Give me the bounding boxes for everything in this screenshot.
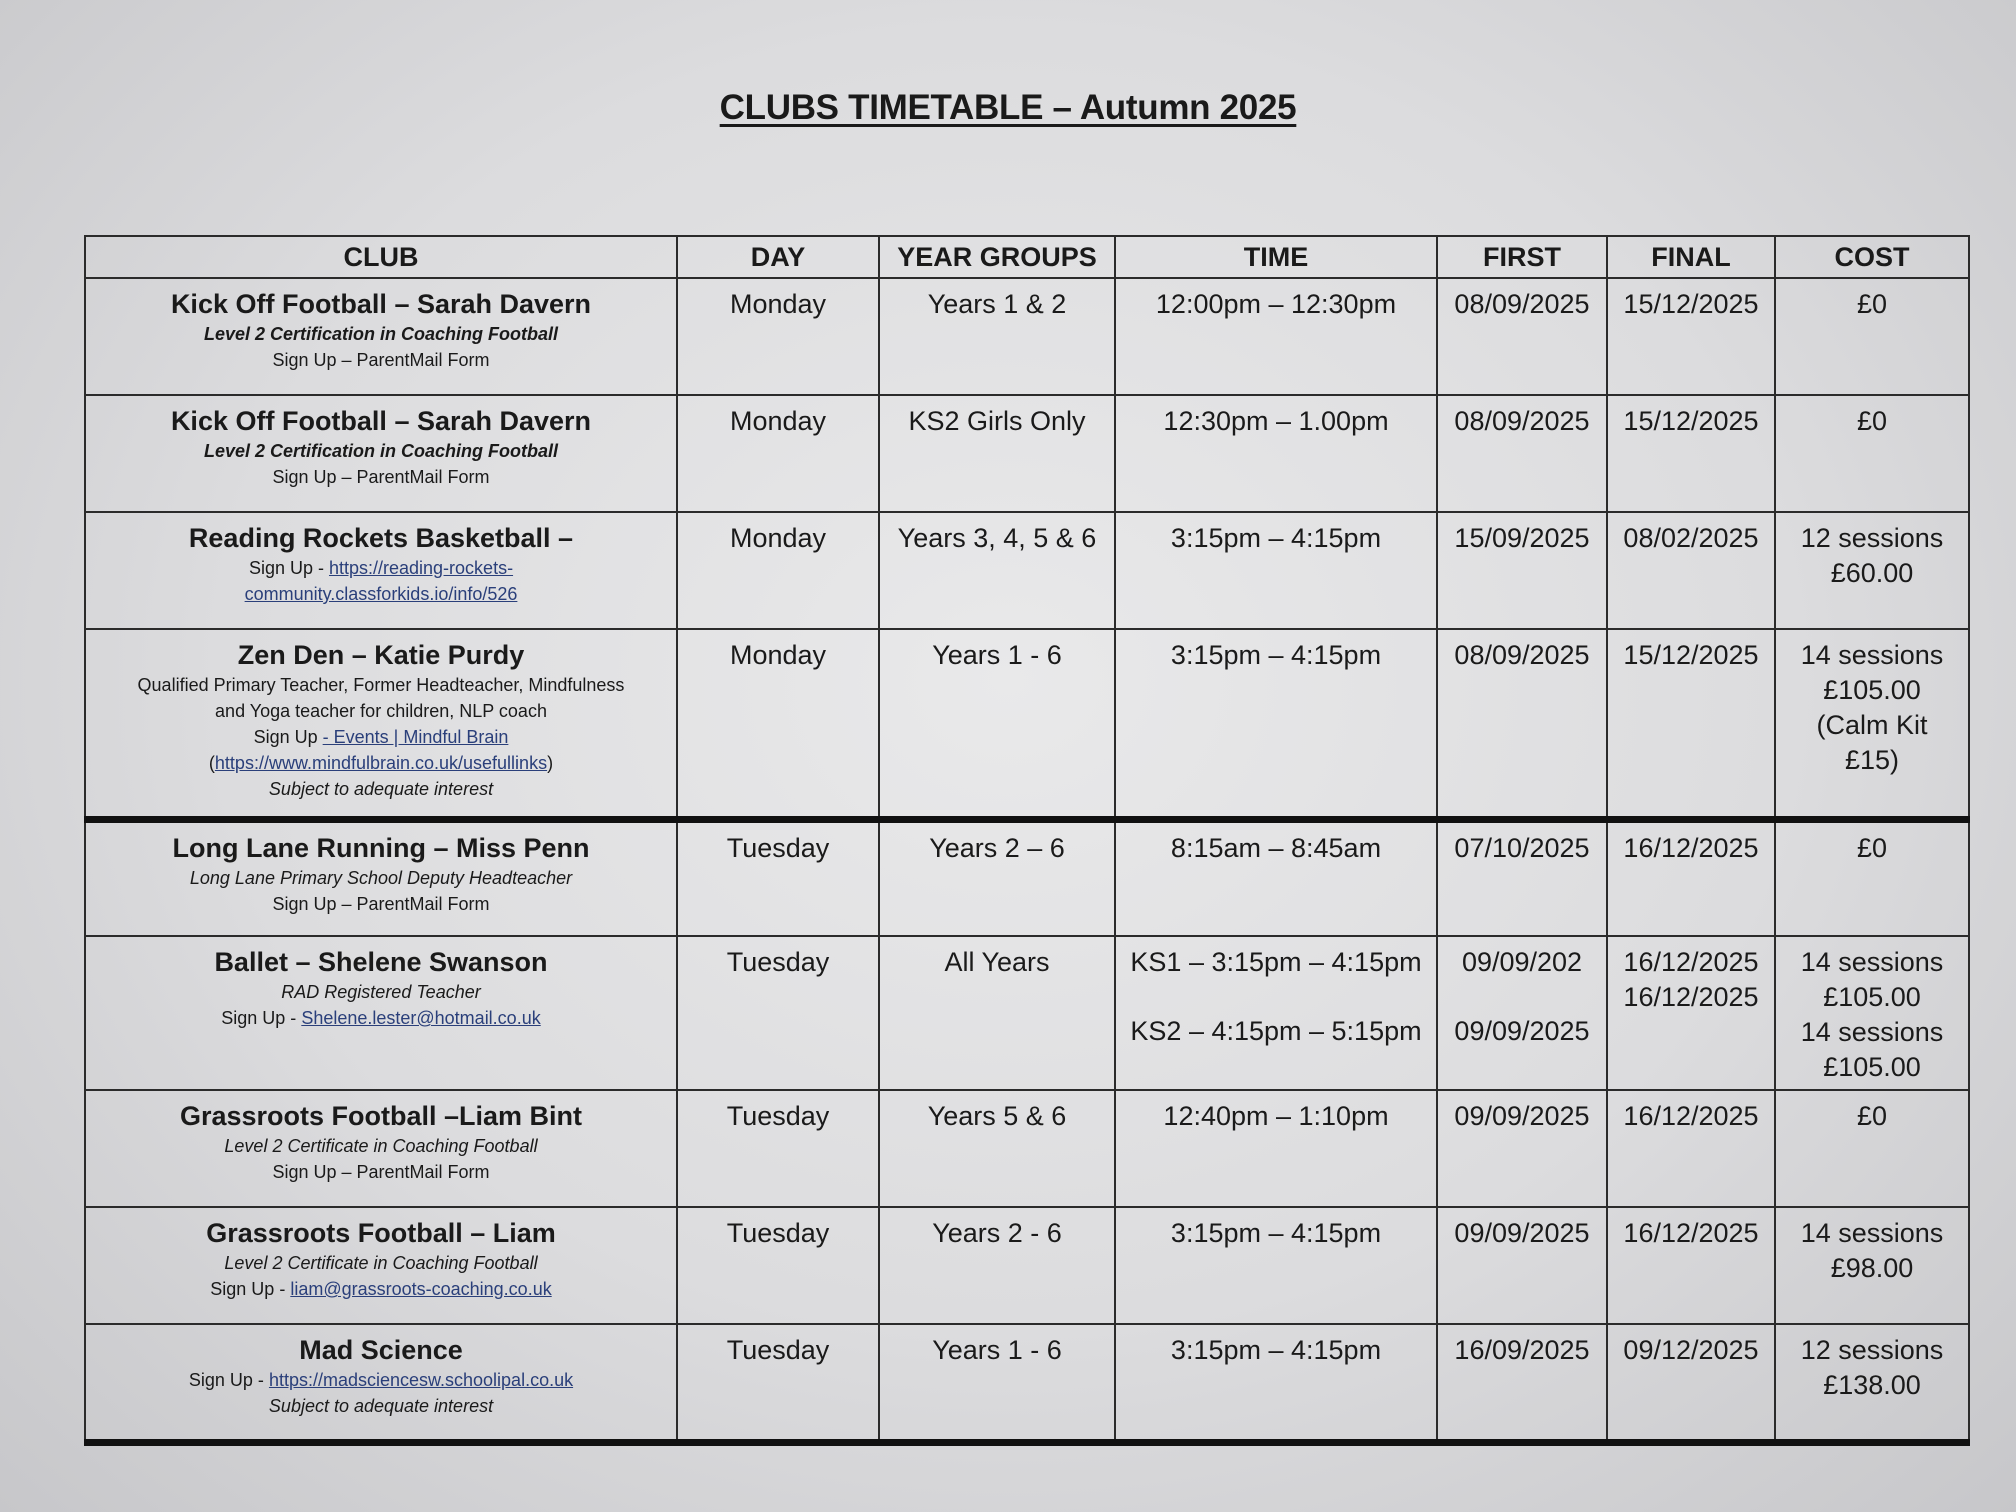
club-cell bbox=[85, 629, 677, 819]
years-cell: All Years bbox=[879, 936, 1115, 1090]
club-qualification: RAD Registered Teacher bbox=[281, 982, 481, 1002]
paren-close: ) bbox=[547, 753, 554, 773]
first-cell: 08/09/2025 bbox=[1437, 395, 1607, 512]
final-cell bbox=[1607, 936, 1775, 1090]
years-cell: Years 1 - 6 bbox=[879, 629, 1115, 819]
club-signup bbox=[94, 724, 668, 750]
day-cell: Tuesday bbox=[677, 936, 879, 1090]
club-note: Subject to adequate interest bbox=[268, 1396, 494, 1416]
table-row bbox=[85, 819, 1969, 936]
table-row bbox=[85, 1090, 1969, 1207]
time-cell: 12:40pm – 1:10pm bbox=[1115, 1090, 1437, 1207]
time-cell: 3:15pm – 4:15pm bbox=[1115, 1207, 1437, 1324]
header-year-groups: YEAR GROUPS bbox=[879, 236, 1115, 278]
time-cell: 12:30pm – 1.00pm bbox=[1115, 395, 1437, 512]
club-signup: Sign Up – ParentMail Form bbox=[272, 350, 490, 370]
table-row bbox=[85, 629, 1969, 819]
club-name: Mad Science bbox=[299, 1335, 463, 1365]
signup-link[interactable]: https://madsciencesw.schoolipal.co.uk bbox=[268, 1370, 574, 1390]
club-name: Grassroots Football – Liam bbox=[206, 1218, 556, 1248]
years-cell: Years 1 - 6 bbox=[879, 1324, 1115, 1442]
first-cell: 09/09/2025 bbox=[1437, 1090, 1607, 1207]
cost-cell bbox=[1775, 629, 1969, 819]
first-ks2: 09/09/2025 bbox=[1454, 1016, 1590, 1046]
club-cell bbox=[85, 936, 677, 1090]
first-ks1: 09/09/202 bbox=[1461, 947, 1583, 977]
cost-sessions: 14 sessions bbox=[1800, 1218, 1944, 1248]
club-signup bbox=[94, 1367, 668, 1393]
cost-amount: £60.00 bbox=[1830, 558, 1914, 588]
final-cell: 15/12/2025 bbox=[1607, 395, 1775, 512]
club-signup bbox=[94, 1005, 668, 1031]
years-cell: KS2 Girls Only bbox=[879, 395, 1115, 512]
years-cell: Years 5 & 6 bbox=[879, 1090, 1115, 1207]
club-qualification: Level 2 Certification in Coaching Football bbox=[203, 324, 559, 344]
club-note: Subject to adequate interest bbox=[268, 779, 494, 799]
day-cell: Monday bbox=[677, 395, 879, 512]
final-cell: 15/12/2025 bbox=[1607, 278, 1775, 395]
club-qualification: Long Lane Primary School Deputy Headteacher bbox=[189, 867, 573, 888]
header-first: FIRST bbox=[1437, 236, 1607, 278]
first-cell: 16/09/2025 bbox=[1437, 1324, 1607, 1442]
time-cell: 8:15am – 8:45am bbox=[1115, 819, 1437, 936]
header-club: CLUB bbox=[85, 236, 677, 278]
years-cell: Years 1 & 2 bbox=[879, 278, 1115, 395]
cost-amount: £105.00 bbox=[1823, 982, 1921, 1012]
time-cell: 3:15pm – 4:15pm bbox=[1115, 1324, 1437, 1442]
day-cell: Tuesday bbox=[677, 1090, 879, 1207]
cost-amount: £138.00 bbox=[1823, 1370, 1921, 1400]
table-row bbox=[85, 1207, 1969, 1324]
club-cell bbox=[85, 819, 677, 936]
signup-link[interactable]: - Events | Mindful Brain bbox=[322, 727, 509, 747]
time-ks1: KS1 – 3:15pm – 4:15pm bbox=[1130, 947, 1422, 977]
cost-cell: £0 bbox=[1775, 1090, 1969, 1207]
table-row bbox=[85, 278, 1969, 395]
club-cell bbox=[85, 1090, 677, 1207]
cost-extra: £15) bbox=[1844, 745, 1900, 775]
paren-open: ( bbox=[208, 753, 215, 773]
day-cell: Tuesday bbox=[677, 1324, 879, 1442]
signup-url[interactable]: https://www.mindfulbrain.co.uk/usefullinks bbox=[214, 753, 548, 773]
header-cost: COST bbox=[1775, 236, 1969, 278]
signup-email[interactable]: Shelene.lester@hotmail.co.uk bbox=[301, 1008, 541, 1028]
club-signup: Sign Up – ParentMail Form bbox=[272, 1162, 490, 1182]
cost-sessions: 14 sessions bbox=[1800, 1017, 1944, 1047]
signup-link-cont[interactable]: community.classforkids.io/info/526 bbox=[244, 584, 518, 604]
header-row bbox=[85, 236, 1969, 278]
table-row bbox=[85, 395, 1969, 512]
club-cell bbox=[85, 512, 677, 629]
cost-cell bbox=[1775, 1324, 1969, 1442]
cost-cell bbox=[1775, 512, 1969, 629]
club-signup bbox=[94, 555, 668, 581]
cost-sessions: 14 sessions bbox=[1800, 640, 1944, 670]
time-ks2: KS2 – 4:15pm – 5:15pm bbox=[1130, 1016, 1422, 1046]
club-name: Reading Rockets Basketball – bbox=[188, 523, 574, 553]
final-cell: 16/12/2025 bbox=[1607, 1090, 1775, 1207]
cost-sessions: 12 sessions bbox=[1800, 1335, 1944, 1365]
years-cell: Years 2 - 6 bbox=[879, 1207, 1115, 1324]
cost-sessions: 14 sessions bbox=[1800, 947, 1944, 977]
final-ks1: 16/12/2025 bbox=[1623, 947, 1759, 977]
day-cell: Monday bbox=[677, 629, 879, 819]
club-description: Qualified Primary Teacher, Former Headteacher, Mindfulness bbox=[137, 675, 625, 695]
day-cell: Tuesday bbox=[677, 1207, 879, 1324]
years-cell: Years 2 – 6 bbox=[879, 819, 1115, 936]
club-name: Zen Den – Katie Purdy bbox=[237, 640, 525, 670]
time-cell: 3:15pm – 4:15pm bbox=[1115, 629, 1437, 819]
final-cell: 15/12/2025 bbox=[1607, 629, 1775, 819]
cost-sessions: 12 sessions bbox=[1800, 523, 1944, 553]
club-signup: Sign Up – ParentMail Form bbox=[272, 467, 490, 487]
time-cell bbox=[1115, 936, 1437, 1090]
club-cell bbox=[85, 395, 677, 512]
cost-cell: £0 bbox=[1775, 395, 1969, 512]
first-cell bbox=[1437, 936, 1607, 1090]
club-signup: Sign Up – ParentMail Form bbox=[272, 893, 490, 914]
cost-cell bbox=[1775, 936, 1969, 1090]
final-cell: 08/02/2025 bbox=[1607, 512, 1775, 629]
time-cell: 3:15pm – 4:15pm bbox=[1115, 512, 1437, 629]
final-cell: 16/12/2025 bbox=[1607, 819, 1775, 936]
first-cell: 09/09/2025 bbox=[1437, 1207, 1607, 1324]
signup-link[interactable]: https://reading-rockets- bbox=[328, 558, 514, 578]
club-name: Kick Off Football – Sarah Davern bbox=[170, 406, 592, 436]
club-cell bbox=[85, 1207, 677, 1324]
cost-amount: £105.00 bbox=[1823, 675, 1921, 705]
cost-cell: £0 bbox=[1775, 819, 1969, 936]
final-cell: 09/12/2025 bbox=[1607, 1324, 1775, 1442]
club-qualification: Level 2 Certificate in Coaching Football bbox=[224, 1253, 538, 1273]
club-cell bbox=[85, 278, 677, 395]
cost-cell bbox=[1775, 1207, 1969, 1324]
header-day: DAY bbox=[677, 236, 879, 278]
signup-prefix: Sign Up - bbox=[188, 1370, 269, 1390]
table-row bbox=[85, 1324, 1969, 1442]
time-cell: 12:00pm – 12:30pm bbox=[1115, 278, 1437, 395]
club-description: and Yoga teacher for children, NLP coach bbox=[215, 701, 547, 721]
club-cell bbox=[85, 1324, 677, 1442]
years-cell: Years 3, 4, 5 & 6 bbox=[879, 512, 1115, 629]
club-name: Grassroots Football –Liam Bint bbox=[179, 1101, 583, 1131]
signup-prefix: Sign Up - bbox=[248, 558, 329, 578]
final-ks2: 16/12/2025 bbox=[1623, 982, 1759, 1012]
signup-prefix: Sign Up bbox=[253, 727, 323, 747]
table-row bbox=[85, 936, 1969, 1090]
club-name: Kick Off Football – Sarah Davern bbox=[170, 289, 592, 319]
club-qualification: Level 2 Certificate in Coaching Football bbox=[224, 1136, 538, 1156]
page-title: CLUBS TIMETABLE – Autumn 2025 bbox=[719, 88, 1297, 127]
day-cell: Tuesday bbox=[677, 819, 879, 936]
club-qualification: Level 2 Certification in Coaching Football bbox=[203, 441, 559, 461]
day-cell: Monday bbox=[677, 278, 879, 395]
first-cell: 07/10/2025 bbox=[1437, 819, 1607, 936]
club-signup bbox=[94, 1276, 668, 1302]
final-cell: 16/12/2025 bbox=[1607, 1207, 1775, 1324]
cost-amount: £105.00 bbox=[1823, 1052, 1921, 1082]
table-row bbox=[85, 512, 1969, 629]
first-cell: 08/09/2025 bbox=[1437, 629, 1607, 819]
signup-prefix: Sign Up - bbox=[221, 1008, 302, 1028]
first-cell: 15/09/2025 bbox=[1437, 512, 1607, 629]
first-cell: 08/09/2025 bbox=[1437, 278, 1607, 395]
cost-amount: £98.00 bbox=[1830, 1253, 1914, 1283]
cost-extra: (Calm Kit bbox=[1816, 710, 1928, 740]
header-time: TIME bbox=[1115, 236, 1437, 278]
day-cell: Monday bbox=[677, 512, 879, 629]
club-name: Ballet – Shelene Swanson bbox=[214, 947, 548, 977]
club-name: Long Lane Running – Miss Penn bbox=[172, 832, 590, 863]
signup-email[interactable]: liam@grassroots-coaching.co.uk bbox=[290, 1279, 552, 1299]
header-final: FINAL bbox=[1607, 236, 1775, 278]
clubs-timetable bbox=[84, 235, 1970, 1446]
signup-prefix: Sign Up - bbox=[210, 1279, 291, 1299]
cost-cell: £0 bbox=[1775, 278, 1969, 395]
